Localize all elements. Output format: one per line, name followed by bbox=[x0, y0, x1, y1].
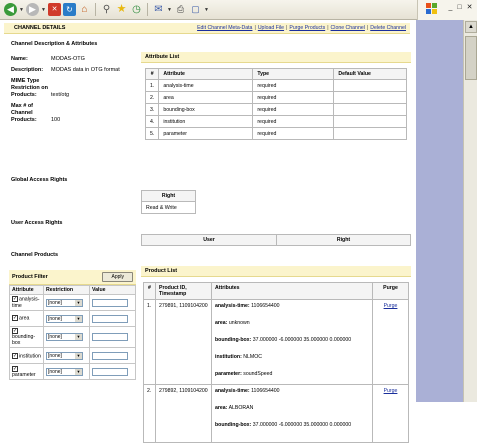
chevron-down-icon: ▼ bbox=[76, 299, 81, 305]
link-separator: | bbox=[366, 25, 369, 31]
restriction-value: [none] bbox=[48, 352, 62, 359]
column-header: Attributes bbox=[212, 283, 373, 300]
table-row bbox=[146, 116, 407, 128]
column-header: User bbox=[142, 235, 277, 246]
back-dropdown-icon[interactable]: ▼ bbox=[19, 6, 24, 13]
search-icon[interactable]: ⚲ bbox=[102, 3, 111, 15]
back-icon[interactable]: ◀ bbox=[4, 3, 17, 16]
clone-channel-link[interactable]: Clone Channel bbox=[330, 25, 365, 31]
close-icon[interactable]: ✕ bbox=[466, 4, 473, 11]
column-header: Type bbox=[253, 69, 334, 80]
maximize-icon[interactable]: □ bbox=[457, 4, 462, 11]
attribute-type: required bbox=[253, 128, 334, 140]
column-header: Right bbox=[277, 235, 411, 246]
forward-dropdown-icon[interactable]: ▼ bbox=[41, 6, 46, 13]
filter-attribute: parameter bbox=[12, 372, 36, 379]
product-filter-panel bbox=[9, 270, 136, 380]
mail-dropdown-icon[interactable]: ▼ bbox=[167, 6, 172, 13]
row-number: 4. bbox=[146, 116, 159, 128]
purge-link[interactable]: Purge bbox=[383, 303, 398, 309]
description-row bbox=[11, 67, 136, 74]
attribute-line: bounding-box: 37.000000 -6.000000 35.000000 0.000000 bbox=[215, 337, 352, 343]
global-access-title: Global Access Rights bbox=[11, 177, 68, 183]
max-products-value: 100 bbox=[51, 117, 61, 123]
attribute-name: institution bbox=[159, 116, 253, 128]
restriction-select[interactable] bbox=[46, 299, 83, 307]
attribute-type: required bbox=[253, 92, 334, 104]
row-number: 1. bbox=[146, 80, 159, 92]
windows-logo-area bbox=[417, 0, 477, 20]
link-separator: | bbox=[327, 25, 329, 31]
attribute-line: bounding-box: 37.000000 -6.000000 35.000000 0.000000 bbox=[215, 422, 352, 428]
filter-row bbox=[10, 364, 136, 380]
filter-table bbox=[9, 285, 136, 380]
restriction-value: [none] bbox=[48, 368, 62, 375]
favorites-icon[interactable]: ★ bbox=[116, 3, 127, 15]
product-table bbox=[143, 282, 409, 443]
filter-checkbox[interactable]: ✓ bbox=[13, 352, 18, 359]
table-row bbox=[144, 300, 409, 385]
delete-channel-link[interactable]: Delete Channel bbox=[370, 25, 406, 31]
purge-products-link[interactable]: Purge Products bbox=[289, 25, 326, 31]
home-icon[interactable]: ⌂ bbox=[81, 3, 88, 15]
filter-checkbox[interactable]: ✓ bbox=[13, 315, 18, 322]
product-attributes bbox=[212, 300, 373, 385]
row-number: 5. bbox=[146, 128, 159, 140]
upload-file-link[interactable]: Upload File bbox=[257, 25, 285, 31]
mail-icon[interactable]: ✉ bbox=[154, 3, 163, 15]
attribute-name: parameter bbox=[159, 128, 253, 140]
product-id: 279891, 1109104200 bbox=[156, 300, 212, 385]
purge-link[interactable]: Purge bbox=[383, 388, 398, 394]
attribute-default bbox=[334, 116, 407, 128]
filter-value-input[interactable] bbox=[92, 352, 128, 360]
channel-actions bbox=[197, 25, 406, 31]
attribute-line: area: unknown bbox=[215, 320, 250, 326]
restriction-value: [none] bbox=[48, 334, 62, 341]
scroll-thumb[interactable] bbox=[465, 36, 477, 80]
filter-checkbox[interactable]: ✓ bbox=[13, 328, 18, 334]
attribute-default bbox=[334, 104, 407, 116]
stop-icon[interactable]: ✕ bbox=[48, 3, 61, 16]
user-access-table bbox=[141, 234, 411, 246]
filter-row bbox=[10, 348, 136, 364]
chevron-down-icon: ▼ bbox=[76, 334, 81, 340]
edit-metadata-link[interactable]: Edit Channel Meta-Data bbox=[197, 25, 253, 31]
channel-products-title: Channel Products bbox=[11, 252, 59, 258]
restriction-select[interactable] bbox=[46, 352, 83, 360]
column-header: # bbox=[146, 69, 159, 80]
link-separator: | bbox=[286, 25, 288, 31]
description-row bbox=[11, 78, 136, 99]
apply-button[interactable]: Apply bbox=[102, 272, 133, 282]
filter-attribute: institution bbox=[19, 353, 41, 360]
side-panel bbox=[416, 20, 463, 402]
column-header: Attribute bbox=[159, 69, 253, 80]
column-header: Value bbox=[90, 286, 136, 295]
filter-row bbox=[10, 295, 136, 311]
name-value: MODAS-OTG bbox=[51, 56, 85, 62]
toolbar-divider bbox=[147, 3, 148, 16]
history-icon[interactable]: ◷ bbox=[132, 3, 141, 15]
column-header: Right bbox=[142, 191, 196, 202]
windows-logo-icon bbox=[426, 3, 438, 15]
filter-row bbox=[10, 311, 136, 327]
filter-checkbox[interactable]: ✓ bbox=[13, 365, 18, 372]
mime-label: MIME Type Restriction on Products: bbox=[11, 78, 48, 98]
restriction-select[interactable] bbox=[46, 333, 83, 341]
attribute-type: required bbox=[253, 116, 334, 128]
page-title: CHANNEL DETAILS bbox=[14, 25, 66, 31]
row-number: 3. bbox=[146, 104, 159, 116]
attribute-type: required bbox=[253, 80, 334, 92]
attribute-type: required bbox=[253, 104, 334, 116]
forward-icon[interactable]: ▶ bbox=[26, 3, 39, 16]
vertical-scrollbar[interactable] bbox=[463, 20, 477, 402]
browser-toolbar bbox=[0, 0, 477, 20]
column-header: Restriction bbox=[44, 286, 90, 295]
mime-value: text/otg bbox=[51, 92, 70, 98]
attribute-default bbox=[334, 92, 407, 104]
channel-header bbox=[4, 23, 410, 34]
restriction-select[interactable] bbox=[46, 368, 83, 376]
minimize-icon[interactable]: _ bbox=[448, 4, 453, 11]
filter-attribute: bounding-box bbox=[12, 334, 36, 347]
max-products-label: Max # of Channel Products: bbox=[11, 103, 37, 123]
attribute-name: analysis-time bbox=[159, 80, 253, 92]
filter-header bbox=[9, 270, 136, 285]
edit-dropdown-icon[interactable]: ▼ bbox=[204, 6, 209, 13]
global-access-table bbox=[141, 190, 196, 214]
toolbar-divider bbox=[95, 3, 96, 16]
refresh-icon[interactable]: ↻ bbox=[63, 3, 76, 16]
column-header: Purge bbox=[373, 283, 409, 300]
filter-value-input[interactable] bbox=[92, 368, 128, 376]
attribute-list-panel bbox=[141, 52, 411, 140]
table-row bbox=[146, 92, 407, 104]
chevron-down-icon: ▼ bbox=[76, 352, 81, 358]
attribute-line: institution: NLMOC bbox=[215, 354, 262, 360]
description-label: Description: bbox=[11, 67, 44, 73]
product-attributes bbox=[212, 385, 373, 443]
global-access-panel bbox=[141, 190, 196, 214]
column-header: Attribute bbox=[10, 286, 44, 295]
attribute-name: area bbox=[159, 92, 253, 104]
description-section-title: Channel Description & Attributes bbox=[11, 41, 98, 47]
column-header: Product ID, Timestamp bbox=[156, 283, 212, 300]
attribute-line: parameter: soundSpeed bbox=[215, 371, 273, 377]
restriction-value: [none] bbox=[48, 315, 62, 322]
attribute-default bbox=[334, 80, 407, 92]
filter-row bbox=[10, 327, 136, 348]
attribute-line: analysis-time: 1106654400 bbox=[215, 303, 280, 309]
product-list-title: Product List bbox=[141, 266, 411, 277]
filter-checkbox[interactable]: ✓ bbox=[13, 296, 18, 303]
name-label: Name: bbox=[11, 56, 28, 62]
chevron-down-icon: ▼ bbox=[76, 368, 81, 374]
restriction-select[interactable] bbox=[46, 315, 83, 323]
product-list-panel bbox=[141, 266, 411, 443]
user-access-title: User Access Rights bbox=[11, 220, 63, 226]
attribute-list-title: Attribute List bbox=[141, 52, 411, 63]
global-right-value: Read & Write bbox=[142, 202, 196, 214]
channel-description bbox=[11, 56, 136, 128]
print-icon[interactable]: ⎙ bbox=[176, 4, 185, 14]
row-number: 2. bbox=[144, 385, 156, 443]
filter-value-input[interactable] bbox=[92, 299, 128, 307]
product-id: 279892, 1109104200 bbox=[156, 385, 212, 443]
filter-attribute: analysis-time bbox=[12, 296, 40, 309]
table-row bbox=[146, 80, 407, 92]
link-separator: | bbox=[254, 25, 256, 31]
description-value: MODAS data in OTG format bbox=[51, 67, 120, 73]
table-row bbox=[146, 104, 407, 116]
filter-value-input[interactable] bbox=[92, 333, 128, 341]
edit-icon[interactable]: ▢ bbox=[191, 4, 200, 14]
row-number: 1. bbox=[144, 300, 156, 385]
page-content bbox=[0, 20, 416, 428]
attribute-name: bounding-box bbox=[159, 104, 253, 116]
column-header: Default Value bbox=[334, 69, 407, 80]
filter-title: Product Filter bbox=[12, 274, 48, 280]
chevron-down-icon: ▼ bbox=[76, 315, 81, 321]
user-access-panel bbox=[141, 234, 411, 246]
attribute-line: analysis-time: 1106654400 bbox=[215, 388, 280, 394]
description-row bbox=[11, 103, 136, 124]
table-row bbox=[146, 128, 407, 140]
restriction-value: [none] bbox=[48, 299, 62, 306]
description-row bbox=[11, 56, 136, 63]
column-header: # bbox=[144, 283, 156, 300]
scroll-up-icon[interactable]: ▲ bbox=[465, 21, 477, 33]
row-number: 2. bbox=[146, 92, 159, 104]
filter-attribute: area bbox=[19, 315, 30, 322]
attribute-default bbox=[334, 128, 407, 140]
attribute-table bbox=[145, 68, 407, 140]
attribute-line: area: ALBORAN bbox=[215, 405, 254, 411]
filter-value-input[interactable] bbox=[92, 315, 128, 323]
table-row bbox=[144, 385, 409, 443]
